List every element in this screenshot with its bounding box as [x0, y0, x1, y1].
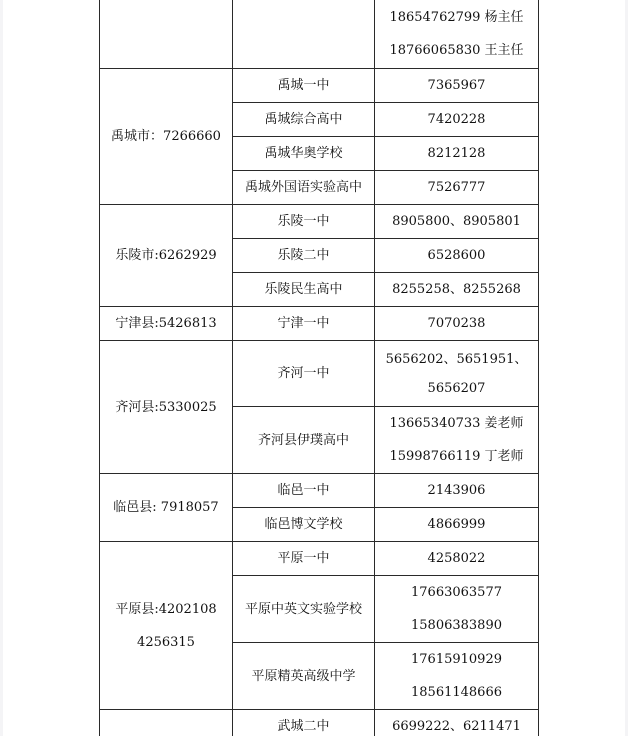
phone-cell: 8255258、8255268: [375, 273, 539, 307]
phone-line: 17663063577: [411, 585, 502, 600]
county-cell: 宁津县:5426813: [100, 307, 233, 341]
phone-cell: 7526777: [375, 171, 539, 205]
table-row: [100, 542, 539, 576]
phone-cell: 8212128: [375, 137, 539, 171]
phone-line: 18766065830 王主任: [389, 42, 524, 58]
phone-line: 15998766119 丁老师: [389, 449, 524, 464]
phone-cell: 7420228: [375, 103, 539, 137]
school-cell: 临邑博文学校: [233, 508, 375, 542]
table-row: [100, 710, 539, 736]
phone-line: 17615910929: [411, 652, 502, 667]
table-row: [100, 474, 539, 508]
phone-line: 18561148666: [411, 685, 502, 700]
school-cell: 齐河一中: [233, 341, 375, 407]
county-cell: 齐河县:5330025: [100, 341, 233, 474]
school-cell: 禹城一中: [233, 69, 375, 103]
school-cell: 平原一中: [233, 542, 375, 576]
school-cell: 宁津一中: [233, 307, 375, 341]
school-cell: 齐河县伊璞高中: [233, 407, 375, 474]
county-cell: [100, 0, 233, 69]
school-cell: [233, 0, 375, 69]
phone-cell: [375, 643, 539, 710]
phone-cell: 4258022: [375, 542, 539, 576]
table-row: [100, 341, 539, 407]
school-cell: 乐陵民生高中: [233, 273, 375, 307]
phone-cell: 6699222、6211471: [375, 710, 539, 736]
phone-cell: 4866999: [375, 508, 539, 542]
school-cell: 乐陵一中: [233, 205, 375, 239]
school-contact-table: [99, 0, 539, 736]
phone-cell: 2143906: [375, 474, 539, 508]
school-cell: 武城二中: [233, 710, 375, 736]
phone-cell: [375, 407, 539, 474]
phone-cell: 6528600: [375, 239, 539, 273]
school-cell: 平原精英高级中学: [233, 643, 375, 710]
page-left-edge: [0, 0, 3, 736]
county-cell: 乐陵市:6262929: [100, 205, 233, 307]
county-cell: [100, 710, 233, 736]
county-line: 平原县:4202108: [115, 601, 217, 617]
table-row: [100, 205, 539, 239]
phone-cell: 8905800、8905801: [375, 205, 539, 239]
school-cell: 平原中英文实验学校: [233, 576, 375, 643]
county-cell: [100, 542, 233, 710]
phone-cell: 7070238: [375, 307, 539, 341]
school-cell: 临邑一中: [233, 474, 375, 508]
school-cell: 乐陵二中: [233, 239, 375, 273]
school-cell: 禹城综合高中: [233, 103, 375, 137]
phone-cell: 7365967: [375, 69, 539, 103]
county-cell: 禹城市：7266660: [100, 69, 233, 205]
phone-line: 5656207: [427, 380, 486, 396]
table-row: [100, 69, 539, 103]
phone-line: 15806383890: [411, 618, 502, 633]
county-line: 4256315: [137, 634, 195, 650]
table-row: [100, 307, 539, 341]
phone-cell: [375, 0, 539, 69]
phone-line: 18654762799 杨主任: [389, 9, 524, 25]
school-cell: 禹城外国语实验高中: [233, 171, 375, 205]
school-cell: 禹城华奥学校: [233, 137, 375, 171]
table-row: [100, 0, 539, 69]
phone-cell: [375, 576, 539, 643]
phone-line: 5656202、5651951、: [385, 351, 528, 367]
phone-line: 13665340733 姜老师: [389, 416, 524, 431]
county-cell: 临邑县: 7918057: [100, 474, 233, 542]
phone-cell: [375, 341, 539, 407]
